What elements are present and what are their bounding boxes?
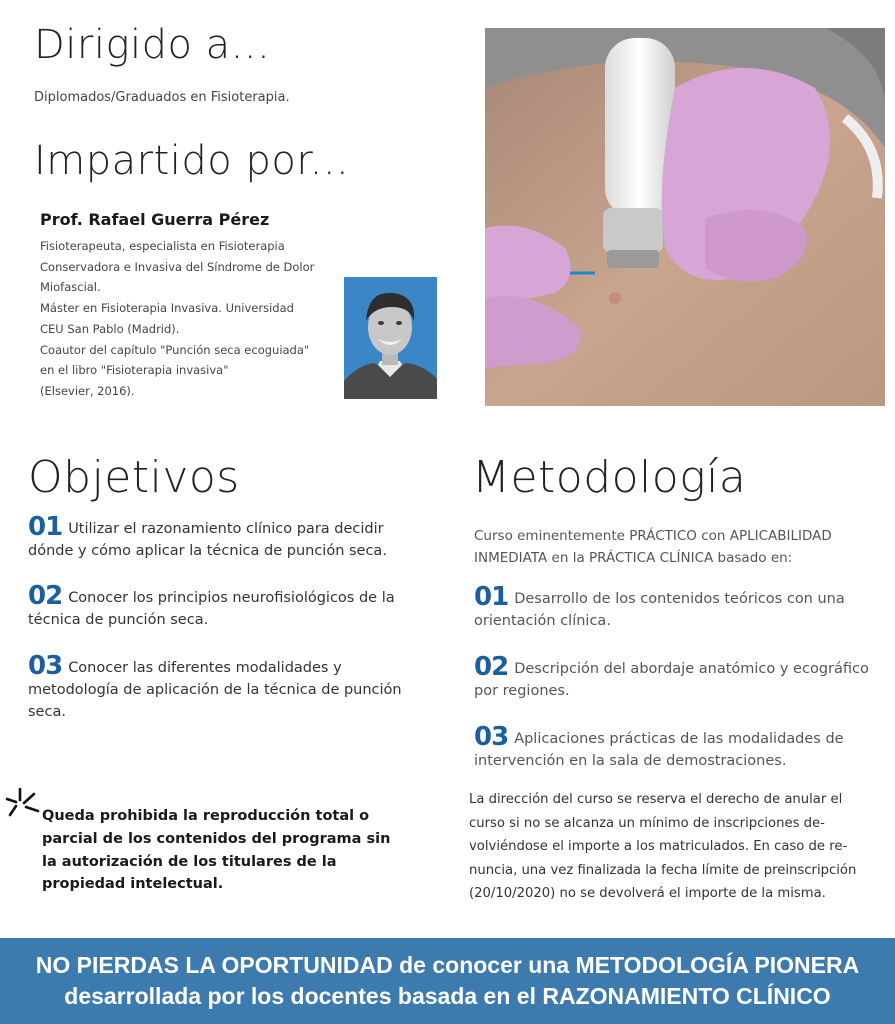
impartido-heading: Impartido por... (34, 138, 350, 184)
bio-line: Fisioterapeuta, especialista en Fisioterapia (40, 239, 285, 253)
banner-line-1: NO PIERDAS LA OPORTUNIDAD de conocer una METODOLOGÍA PIONERA (35, 952, 860, 978)
metodologia-number: 02 (474, 652, 509, 682)
metodologia-item (474, 722, 879, 772)
objetivo-item (28, 512, 408, 562)
objetivos-heading: Objetivos (28, 452, 240, 503)
ultrasound-photo (485, 28, 885, 406)
bio-line: Miofascial. (40, 280, 101, 295)
sparkle-icon (4, 785, 42, 821)
objetivo-text: Utilizar el razonamiento clínico para decidir dónde y cómo aplicar la técnica de punción seca. (28, 521, 387, 559)
objetivo-number: 02 (28, 581, 63, 611)
objetivo-text: Conocer los principios neurofisiológicos de la técnica de punción seca. (28, 590, 395, 628)
metodologia-number: 01 (474, 582, 509, 612)
professor-bio (40, 236, 340, 402)
portrait-illustration (344, 277, 437, 399)
metodologia-heading: Metodología (472, 452, 747, 503)
bio-line: Conservadora e Invasiva del Síndrome de Dolor (40, 259, 315, 274)
cancellation-note: La dirección del curso se reserva el derecho de anular el curso si no se alcanza un mínimo de inscripciones de-volviéndose el importe a los matriculados. En caso de re-nuncia, una vez finalizada la fecha límite de preinscripción (20/10/2020) no se devolverá el importe de la misma. (469, 792, 857, 901)
metodologia-item (474, 582, 879, 632)
metodologia-intro: Curso eminentemente PRÁCTICO con APLICABILIDAD INMEDIATA en la PRÁCTICA CLÍNICA basado en: (474, 528, 832, 566)
metodologia-text: Aplicaciones prácticas de las modalidades de intervención en la sala de demostraciones. (474, 731, 844, 769)
metodologia-item (474, 652, 879, 702)
dirigido-heading: Dirigido a... (34, 22, 271, 68)
banner-line-2: desarrollada por los docentes basada en el RAZONAMIENTO CLÍNICO (64, 983, 831, 1009)
bio-line: en el libro "Fisioterapia invasiva" (40, 363, 229, 378)
professor-name: Prof. Rafael Guerra Pérez (40, 210, 270, 229)
bio-line: Coautor del capítulo "Punción seca ecoguiada" (40, 342, 310, 357)
objetivo-item (28, 581, 408, 631)
copyright-warning: Queda prohibida la reproducción total o parcial de los contenidos del programa sin la autorización de los titulares de la propiedad intelectual. (42, 808, 391, 893)
professor-portrait (344, 277, 437, 399)
bio-line: Máster en Fisioterapia Invasiva. Universidad (40, 301, 294, 316)
bio-line: CEU San Pablo (Madrid). (40, 321, 180, 336)
metodologia-number: 03 (474, 722, 509, 752)
promo-banner (0, 938, 895, 1024)
ultrasound-illustration (485, 28, 885, 406)
objetivo-number: 01 (28, 512, 63, 542)
objetivo-number: 03 (28, 651, 63, 681)
metodologia-text: Descripción del abordaje anatómico y ecográfico por regiones. (474, 661, 869, 699)
dirigido-subtitle: Diplomados/Graduados en Fisioterapia. (34, 90, 290, 105)
bio-line: (Elsevier, 2016). (40, 383, 135, 398)
objetivo-text: Conocer las diferentes modalidades y metodología de aplicación de la técnica de punción seca. (28, 660, 402, 720)
objetivo-item (28, 651, 408, 723)
metodologia-text: Desarrollo de los contenidos teóricos con una orientación clínica. (474, 591, 845, 629)
